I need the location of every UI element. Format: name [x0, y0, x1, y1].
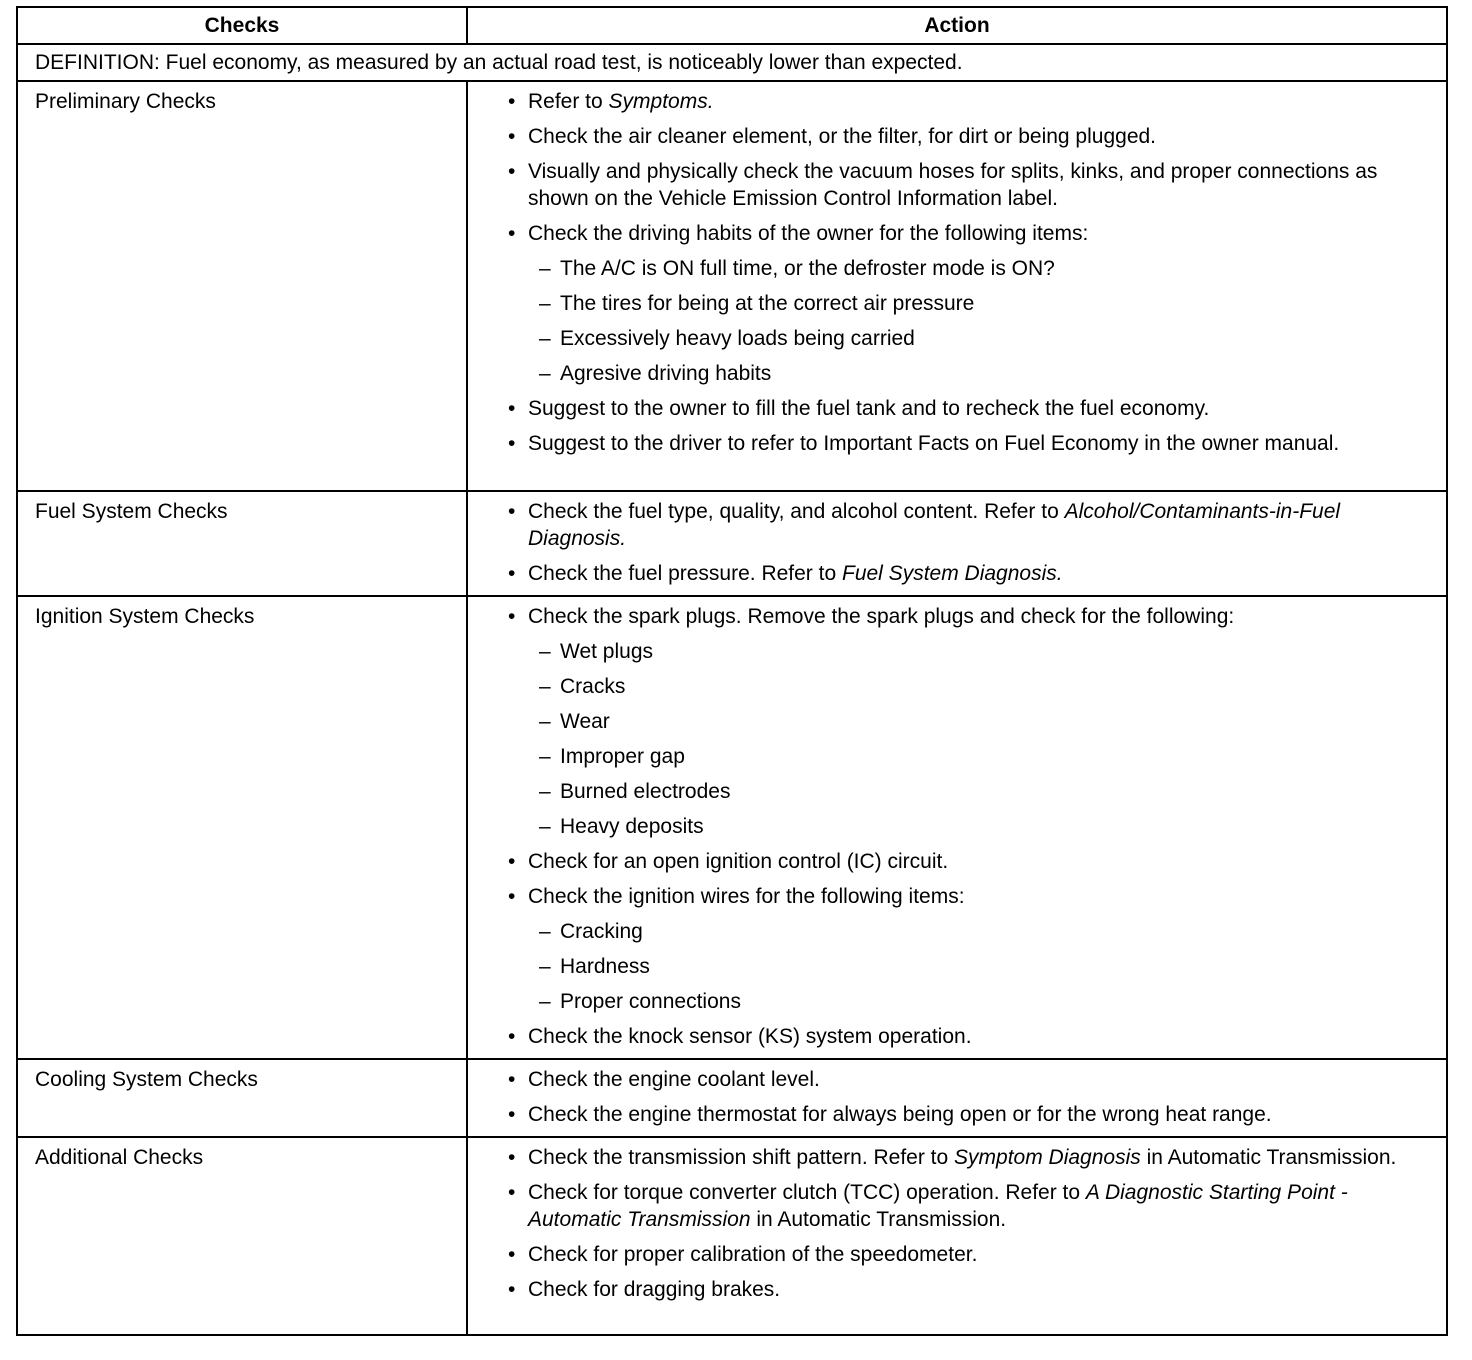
item-text: Hardness — [560, 955, 650, 978]
fuel-economy-diagnosis-table — [16, 6, 1448, 1336]
table-row — [17, 1137, 1447, 1335]
sub-item — [468, 673, 1436, 700]
check-category-label: Additional Checks — [17, 1137, 467, 1335]
sub-item — [468, 255, 1436, 282]
action-list — [468, 88, 1436, 457]
item-text: Check the ignition wires for the following items: — [528, 885, 965, 908]
action-list — [468, 498, 1436, 587]
bullet-item — [468, 498, 1436, 552]
action-cell — [467, 1059, 1447, 1137]
sub-item — [468, 918, 1436, 945]
reference-text: A Diagnostic Starting Point - Automatic Transmission — [528, 1181, 1348, 1231]
bullet-item — [468, 430, 1436, 457]
item-text: Excessively heavy loads being carried — [560, 327, 915, 350]
bullet-item — [468, 158, 1436, 212]
bullet-item — [468, 1066, 1436, 1093]
item-text: Cracking — [560, 920, 643, 943]
item-text: Check the air cleaner element, or the filter, for dirt or being plugged. — [528, 125, 1157, 148]
sub-item — [468, 988, 1436, 1015]
table-row — [17, 81, 1447, 491]
action-cell — [467, 81, 1447, 491]
item-text: The tires for being at the correct air pressure — [560, 292, 975, 315]
action-list — [468, 1066, 1436, 1128]
bullet-item — [468, 1241, 1436, 1268]
reference-text: Fuel System Diagnosis. — [842, 562, 1063, 585]
item-text: Suggest to the driver to refer to Important Facts on Fuel Economy in the owner manual. — [528, 432, 1340, 455]
item-text: Check for torque converter clutch (TCC) operation. Refer to — [528, 1181, 1086, 1204]
bullet-item — [468, 123, 1436, 150]
bullet-item — [468, 560, 1436, 587]
sub-item — [468, 708, 1436, 735]
action-list — [468, 603, 1436, 1050]
checks-column-header: Checks — [17, 7, 467, 44]
definition-text: DEFINITION: Fuel economy, as measured by an actual road test, is noticeably lower than expected. — [17, 44, 1447, 81]
item-text: Improper gap — [560, 745, 685, 768]
item-text: Heavy deposits — [560, 815, 704, 838]
item-text: Wear — [560, 710, 610, 733]
bullet-item — [468, 1276, 1436, 1303]
bullet-item — [468, 1101, 1436, 1128]
bullet-item — [468, 88, 1436, 115]
item-text: in Automatic Transmission. — [750, 1208, 1007, 1231]
item-text: Cracks — [560, 675, 626, 698]
item-text: Check the transmission shift pattern. Refer to — [528, 1146, 955, 1169]
bullet-item — [468, 220, 1436, 247]
item-text: Check the fuel type, quality, and alcohol content. Refer to — [528, 500, 1065, 523]
item-text: Check the engine thermostat for always being open or for the wrong heat range. — [528, 1103, 1272, 1126]
check-category-label: Ignition System Checks — [17, 596, 467, 1059]
bullet-item — [468, 883, 1436, 910]
item-text: Check the driving habits of the owner for the following items: — [528, 222, 1089, 245]
bullet-item — [468, 603, 1436, 630]
action-cell — [467, 491, 1447, 596]
table-row — [17, 491, 1447, 596]
sub-item — [468, 290, 1436, 317]
table-row — [17, 1059, 1447, 1137]
sub-item — [468, 638, 1436, 665]
item-text: Check the spark plugs. Remove the spark plugs and check for the following: — [528, 605, 1235, 628]
item-text: Check for proper calibration of the speedometer. — [528, 1243, 978, 1266]
bullet-item — [468, 1179, 1436, 1233]
sub-item — [468, 953, 1436, 980]
sub-item — [468, 325, 1436, 352]
item-text: Check the fuel pressure. Refer to — [528, 562, 842, 585]
item-text: Proper connections — [560, 990, 741, 1013]
bullet-item — [468, 848, 1436, 875]
item-text: Burned electrodes — [560, 780, 731, 803]
bullet-item — [468, 395, 1436, 422]
item-text: Suggest to the owner to fill the fuel tank and to recheck the fuel economy. — [528, 397, 1210, 420]
item-text: Check the engine coolant level. — [528, 1068, 820, 1091]
action-cell — [467, 1137, 1447, 1335]
header-row — [17, 7, 1447, 44]
reference-text: Alcohol/Contaminants-in-Fuel Diagnosis. — [528, 500, 1341, 550]
item-text: The A/C is ON full time, or the defroster mode is ON? — [560, 257, 1055, 280]
definition-row — [17, 44, 1447, 81]
check-category-label: Preliminary Checks — [17, 81, 467, 491]
action-cell — [467, 596, 1447, 1059]
item-text: Check for an open ignition control (IC) circuit. — [528, 850, 949, 873]
item-text: Visually and physically check the vacuum hoses for splits, kinks, and proper connections as shown on the Vehicle Emission Control Information label. — [528, 160, 1378, 210]
sub-item — [468, 360, 1436, 387]
table-row — [17, 596, 1447, 1059]
bullet-item — [468, 1144, 1436, 1171]
action-list — [468, 1144, 1436, 1303]
check-category-label: Fuel System Checks — [17, 491, 467, 596]
item-text: Check the knock sensor (KS) system operation. — [528, 1025, 972, 1048]
item-text: in Automatic Transmission. — [1140, 1146, 1397, 1169]
sub-item — [468, 813, 1436, 840]
bullet-item — [468, 1023, 1436, 1050]
action-column-header: Action — [467, 7, 1447, 44]
sub-item — [468, 743, 1436, 770]
item-text: Wet plugs — [560, 640, 653, 663]
check-category-label: Cooling System Checks — [17, 1059, 467, 1137]
item-text: Agresive driving habits — [560, 362, 772, 385]
item-text: Refer to — [528, 90, 609, 113]
sub-item — [468, 778, 1436, 805]
reference-text: Symptom Diagnosis — [954, 1146, 1141, 1169]
reference-text: Symptoms. — [608, 90, 714, 113]
item-text: Check for dragging brakes. — [528, 1278, 781, 1301]
